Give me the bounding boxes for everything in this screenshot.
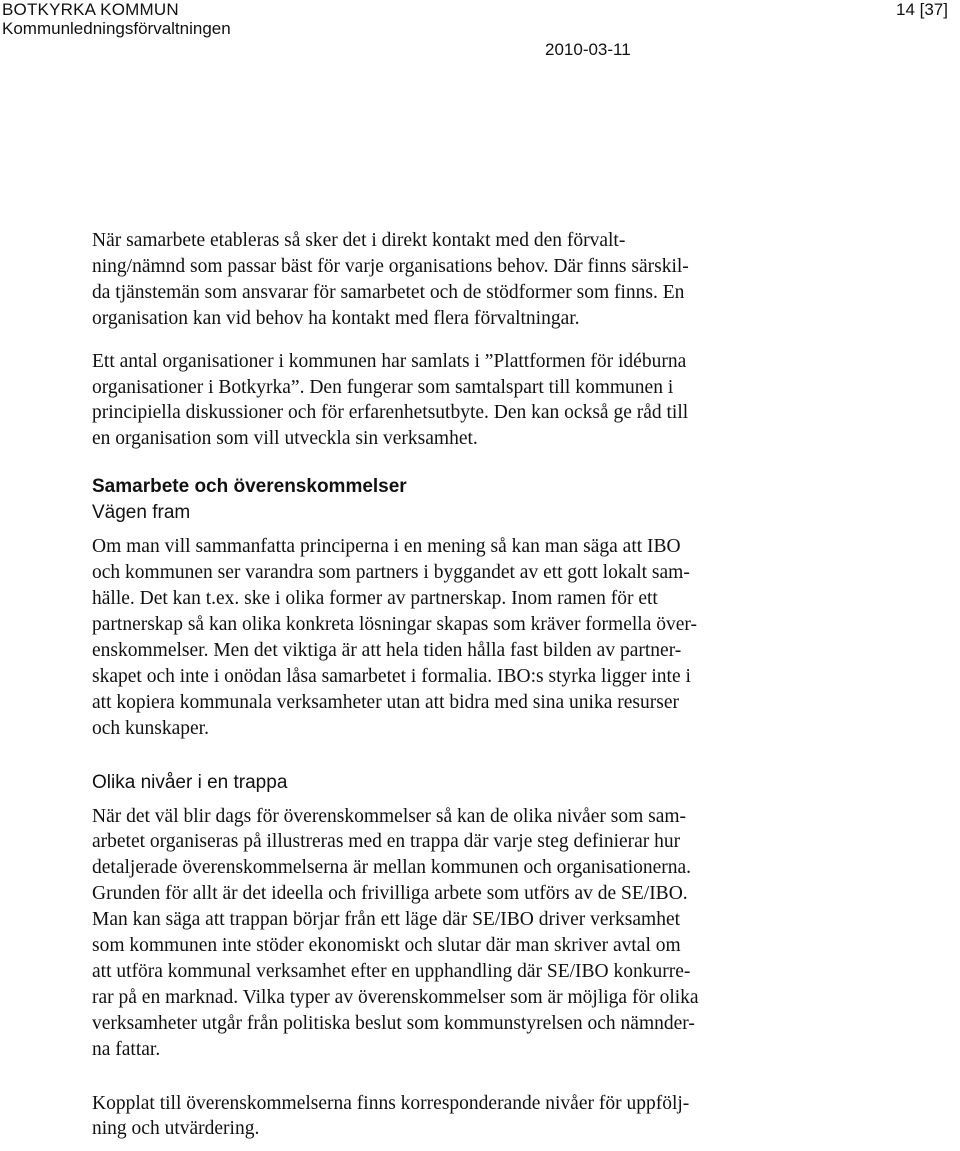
text-line: detaljerade överenskommelserna är mellan kommunen och organisationerna. xyxy=(92,857,692,879)
document-body xyxy=(92,228,852,1142)
sub-heading-trappa: Olika nivåer i en trappa xyxy=(92,771,288,793)
text-line: Kopplat till överenskommelserna finns korresponderande nivåer för uppfölj- xyxy=(92,1092,690,1114)
text-line: en organisation som vill utveckla sin verksamhet. xyxy=(92,428,478,450)
text-line: partnerskap så kan olika konkreta lösningar skapas som kräver formella över- xyxy=(92,613,697,635)
text-line: som kommunen inte stöder ekonomiskt och slutar där man skriver avtal om xyxy=(92,935,681,957)
page-header xyxy=(2,0,231,38)
text-line: organisationer i Botkyrka”. Den fungerar som samtalspart till kommunen i xyxy=(92,376,674,398)
paragraph-intro xyxy=(92,228,852,332)
document-date: 2010-03-11 xyxy=(545,40,631,59)
text-line: organisation kan vid behov ha kontakt med flera förvaltningar. xyxy=(92,307,580,329)
text-line: När det väl blir dags för överenskommelser så kan de olika nivåer som sam- xyxy=(92,805,687,827)
text-line: att kopiera kommunala verksamheter utan att bidra med sina unika resurser xyxy=(92,691,679,713)
text-line: skapet och inte i onödan låsa samarbetet i formalia. IBO:s styrka ligger inte i xyxy=(92,665,691,687)
paragraph-platform xyxy=(92,349,852,453)
text-line: Grunden för allt är det ideella och frivilliga arbete som utförs av de SE/IBO. xyxy=(92,883,688,905)
text-line: Man kan säga att trappan börjar från ett läge där SE/IBO driver verksamhet xyxy=(92,909,681,931)
text-line: Om man vill sammanfatta principerna i en mening så kan man säga att IBO xyxy=(92,536,681,558)
text-line: och kunskaper. xyxy=(92,717,209,739)
paragraph-staircase xyxy=(92,804,852,1063)
page-number: 14 [37] xyxy=(896,0,948,19)
paragraph-principles xyxy=(92,534,852,741)
text-line: och kommunen ser varandra som partners i byggandet av ett gott lokalt sam- xyxy=(92,562,690,584)
text-line: När samarbete etableras så sker det i direkt kontakt med den förvalt- xyxy=(92,230,626,251)
text-line: ning/nämnd som passar bäst för varje organisations behov. Där finns särskil- xyxy=(92,255,689,277)
text-line: principiella diskussioner och för erfarenhetsutbyte. Den kan också ge råd till xyxy=(92,402,689,424)
text-line: att utföra kommunal verksamhet efter en upphandling där SE/IBO konkurre- xyxy=(92,960,691,982)
text-line: enskommelser. Men det viktiga är att hela tiden hålla fast bilden av partner- xyxy=(92,639,682,661)
text-line: na fattar. xyxy=(92,1038,161,1060)
section-heading: Samarbete och överenskommelser xyxy=(92,476,407,498)
text-line: Ett antal organisationer i kommunen har samlats i ”Plattformen för idéburna xyxy=(92,350,687,372)
text-line: hälle. Det kan t.ex. ske i olika former av partnerskap. Inom ramen för ett xyxy=(92,588,658,610)
text-line: arbetet organiseras på illustreras med en trappa där varje steg definierar hur xyxy=(92,831,681,853)
text-line: da tjänstemän som ansvarar för samarbetet och de stödformer som finns. En xyxy=(92,281,685,303)
paragraph-followup xyxy=(92,1091,852,1143)
department-name: Kommunledningsförvaltningen xyxy=(2,19,231,38)
text-line: rar på en marknad. Vilka typer av överenskommelser som är möjliga för olika xyxy=(92,986,699,1008)
text-line: verksamheter utgår från politiska beslut som kommunstyrelsen och nämnder- xyxy=(92,1012,695,1034)
organization-name: BOTKYRKA KOMMUN xyxy=(2,0,179,19)
sub-heading-vagen-fram: Vägen fram xyxy=(92,502,191,524)
text-line: ning och utvärdering. xyxy=(92,1118,260,1140)
